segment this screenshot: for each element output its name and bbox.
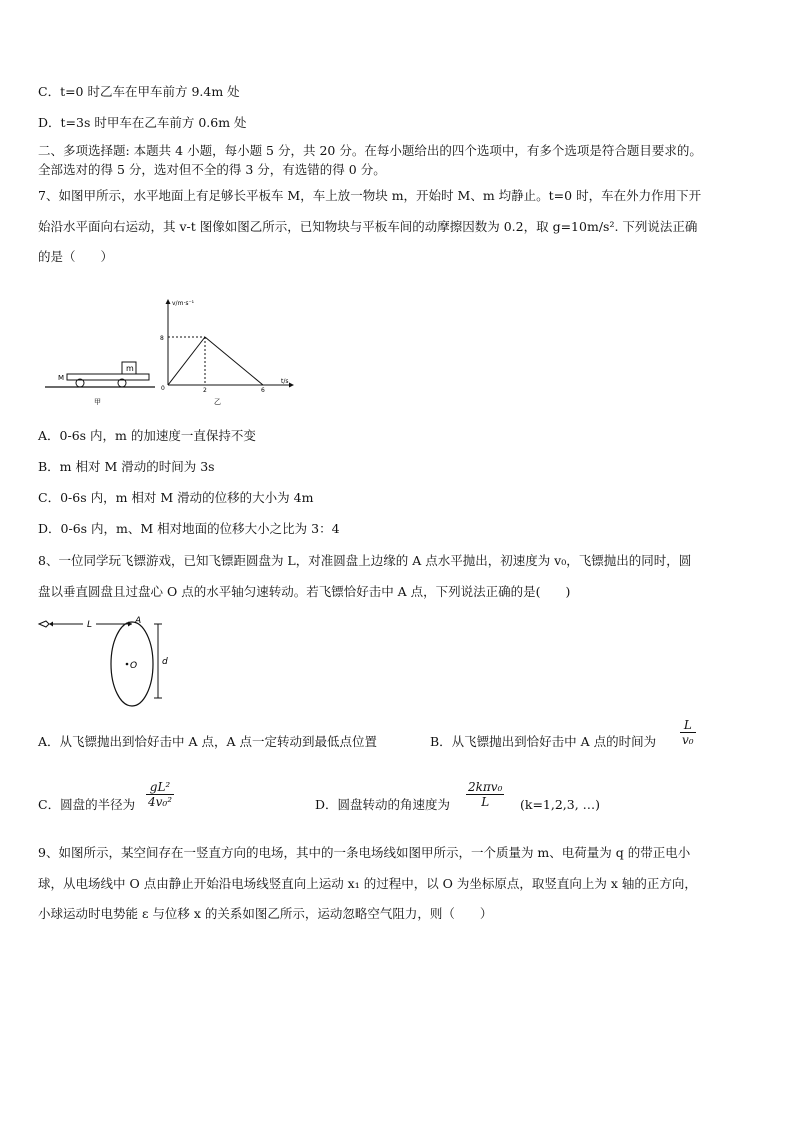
- frac-d-num: 2kπv₀: [468, 780, 503, 794]
- block-label: m: [126, 364, 134, 373]
- frac-c-num: gL²: [146, 780, 174, 795]
- y-axis-label: v/m·s⁻¹: [172, 300, 195, 307]
- q8-option-d: D．圆盘转动的角速度为: [315, 797, 451, 812]
- cart-diagram: [45, 362, 155, 406]
- q8-d-fraction: [466, 780, 504, 809]
- q8-option-d-k: (k=1,2,3, …): [520, 797, 601, 812]
- q7-option-a: A．0-6s 内，m 的加速度一直保持不变: [38, 428, 256, 443]
- q8-stem-2: 盘以垂直圆盘且过盘心 O 点的水平轴匀速转动。若飞镖恰好击中 A 点，下列说法正确的是( ): [38, 584, 571, 599]
- diameter-label: d: [162, 657, 168, 667]
- dart-icon: [39, 621, 49, 627]
- tick-y-8: 8: [160, 335, 164, 342]
- frac-d-den: L: [481, 795, 490, 809]
- frac-b-den: v₀: [682, 733, 694, 747]
- q8-stem-1: 8、一位同学玩飞镖游戏，已知飞镖距圆盘为 L，对准圆盘上边缘的 A 点水平抛出，初速度为 v₀，飞镖抛出的同时，圆: [38, 553, 692, 568]
- q8-b-fraction: [680, 718, 696, 747]
- q8-option-c: C．圆盘的半径为: [38, 797, 136, 812]
- q9-stem-1: 9、如图所示，某空间存在一竖直方向的电场，其中的一条电场线如图甲所示，一个质量为 m、电荷量为 q 的带正电小: [38, 845, 691, 860]
- q7-stem-1: 7、如图甲所示，水平地面上有足够长平板车 M，车上放一物块 m，开始时 M、m 均静止。t=0 时，车在外力作用下开: [38, 188, 702, 203]
- tick-x-2: 2: [203, 387, 207, 394]
- section-rule: 全部选对的得 5 分，选对但不全的得 3 分，有选错的得 0 分。: [38, 162, 386, 177]
- distance-label: L: [87, 620, 93, 630]
- q7-option-c: C．0-6s 内，m 相对 M 滑动的位移的大小为 4m: [38, 490, 314, 505]
- q7-option-d: D．0-6s 内，m、M 相对地面的位移大小之比为 3：4: [38, 521, 340, 536]
- q7-stem-3: 的是（ ）: [38, 249, 114, 264]
- cart-label: M: [58, 374, 65, 382]
- q6-option-c: C．t=0 时乙车在甲车前方 9.4m 处: [38, 84, 240, 99]
- caption-jia: 甲: [94, 398, 101, 406]
- point-a-label: A: [135, 616, 142, 626]
- q9-stem-2: 球，从电场线中 O 点由静止开始沿电场线竖直向上运动 x₁ 的过程中，以 O 为坐标原点，取竖直向上为 x 轴的正方向，: [38, 876, 697, 891]
- q7-stem-2: 始沿水平面向右运动，其 v-t 图像如图乙所示，已知物块与平板车间的动摩擦因数为 0.2，取 g=10m/s². 下列说法正确: [38, 219, 698, 234]
- tick-x-6: 6: [261, 387, 265, 394]
- center-o-label: O: [130, 661, 138, 671]
- q8-figure: [36, 612, 171, 707]
- frac-c-den: 4v₀²: [148, 795, 173, 809]
- vt-graph: [160, 299, 294, 406]
- q8-c-fraction: [146, 780, 174, 809]
- frac-b-num: L: [680, 718, 696, 733]
- q7-figure: [45, 296, 310, 411]
- x-axis-label: t/s: [281, 378, 289, 385]
- caption-yi: 乙: [214, 398, 221, 406]
- q8-option-b: B．从飞镖抛出到恰好击中 A 点的时间为: [430, 734, 657, 749]
- tick-x-0: 0: [161, 385, 165, 392]
- q6-option-d: D．t=3s 时甲车在乙车前方 0.6m 处: [38, 115, 247, 130]
- q9-stem-3: 小球运动时电势能 ε 与位移 x 的关系如图乙所示，运动忽略空气阻力，则（ ）: [38, 906, 493, 921]
- q7-option-b: B．m 相对 M 滑动的时间为 3s: [38, 459, 215, 474]
- section-heading: 二、多项选择题: 本题共 4 小题，每小题 5 分，共 20 分。在每小题给出的四个选项中，有多个选项是符合题目要求的。: [38, 143, 702, 158]
- q8-option-a: A．从飞镖抛出到恰好击中 A 点，A 点一定转动到最低点位置: [38, 734, 378, 749]
